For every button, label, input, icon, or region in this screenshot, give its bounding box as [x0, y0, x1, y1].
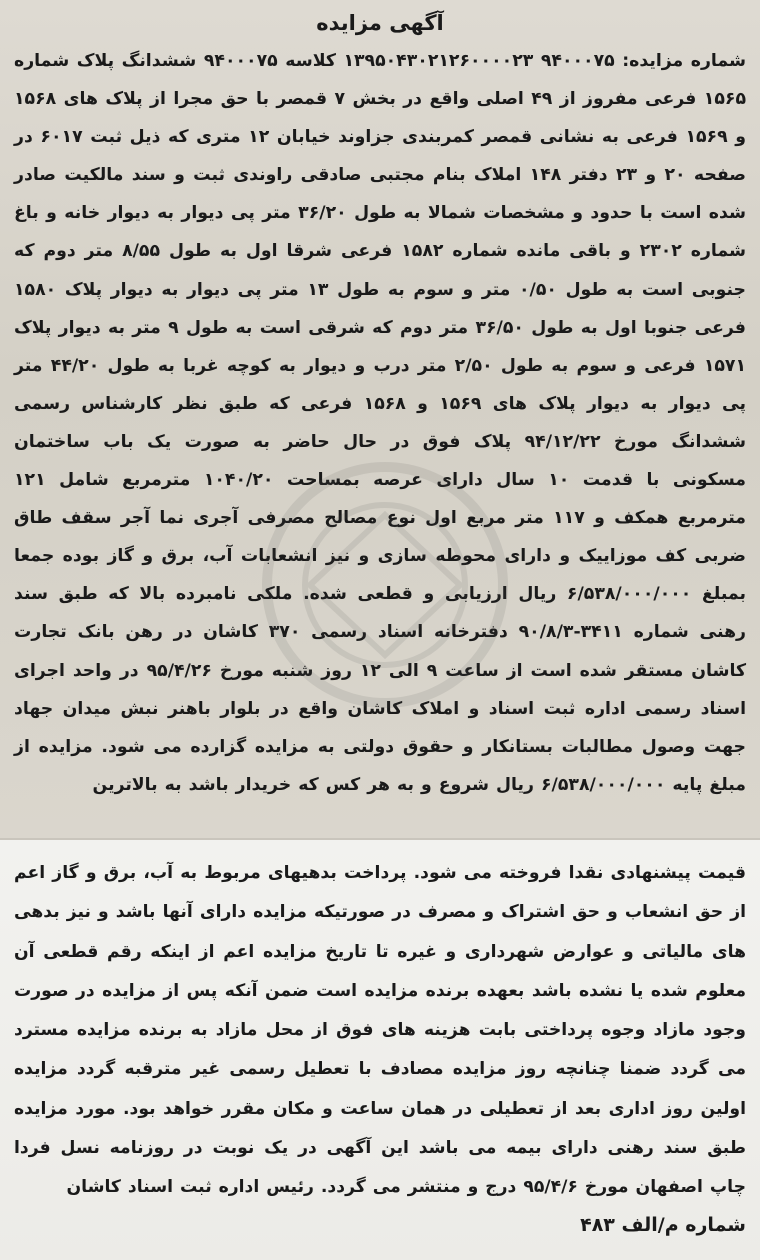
- notice-body-part2: قیمت پیشنهادی نقدا فروخته می شود. پرداخت بدهیهای مربوط به آب، برق و گاز اعم از حق انشعاب و حق اشتراک و مصرف در صورتیکه مزایده دارای آنها باشد و نیز بدهی های مالیاتی و عوارض شهرداری و غیره تا تاریخ مزایده اعم از اینکه رقم قطعی آن معلوم شده یا نشده باشد بعهده برنده مزایده است ضمن آنکه پس از مزایده در صورت وجود مازاد وجوه پرداختی بابت هزینه های فوق از محل مازاد به برنده مزایده مسترد می گردد ضمنا چنانچه روز مزایده مصادف با تعطیل رسمی غیر مترقبه گردد مزایده اولین روز اداری بعد از تعطیلی در همان ساعت و مکان مقرر خواهد بود. مورد مزایده طبق سند رهنی دارای بیمه می باشد این آگهی در یک نوبت در روزنامه نسل فردا چاپ اصفهان مورخ ۹۵/۴/۶ درج و منتشر می گردد. رئیس اداره ثبت اسناد کاشان: [14, 863, 746, 1198]
- notice-lower-clipping: [0, 838, 760, 1260]
- notice-title: آگهی مزایده: [316, 11, 444, 35]
- notice-body-part1: شماره مزایده: ۹۴۰۰۰۷۵ ۱۳۹۵۰۴۳۰۲۱۲۶۰۰۰۰۲۳ کلاسه ۹۴۰۰۰۷۵ ششدانگ پلاک شماره ۱۵۶۵ فرعی مفروز از ۴۹ اصلی واقع در بخش ۷ قمصر با حق مجرا از پلاک های ۱۵۶۸ و ۱۵۶۹ فرعی به نشانی قمصر کمربندی جزاوند خیابان ۱۲ متری که ذیل ثبت ۶۰۱۷ در صفحه ۲۰ و ۲۳ دفتر ۱۴۸ املاک بنام مجتبی صادقی راوندی ثبت و سند مالکیت صادر شده است با حدود و مشخصات شمالا به طول ۳۶/۲۰ متر پی دیوار به دیوار خانه و باغ شماره ۲۳۰۲ و باقی مانده شماره ۱۵۸۲ فرعی شرقا اول به طول ۸/۵۵ متر دوم که جنوبی است به طول ۰/۵۰ متر و سوم به طول ۱۳ متر پی دیوار به دیوار پلاک ۱۵۸۰ فرعی جنوبا اول به طول ۳۶/۵۰ متر دوم که شرقی است به طول ۹ متر به دیوار پلاک ۱۵۷۱ فرعی و سوم به طول ۲/۵۰ متر درب و دیوار به کوچه غربا به طول ۴۴/۲۰ متر پی دیوار به دیوار پلاک های ۱۵۶۹ و ۱۵۶۸ فرعی که طبق نظر کارشناس رسمی ششدانگ مورخ ۹۴/۱۲/۲۲ پلاک فوق در حال حاضر به صورت یک باب ساختمان مسکونی با قدمت ۱۰ سال دارای عرصه بمساحت ۱۰۴۰/۲۰ مترمربع شامل ۱۲۱ مترمربع همکف و ۱۱۷ متر مربع اول نوع مصالح مصرفی آجری نما آجر سقف طاق ضربی کف موزاییک و دارای محوطه سازی و نیز انشعابات آب، برق و گاز بوده جمعا بمبلغ ۶/۵۳۸/۰۰۰/۰۰۰ ریال ارزیابی و قطعی شده. ملکی نامبرده بالا که طبق سند رهنی شماره ۳۴۱۱-۹۰/۸/۳ دفترخانه اسناد رسمی ۳۷۰ کاشان در رهن بانک تجارت کاشان مستقر شده است از ساعت ۹ الی ۱۲ روز شنبه مورخ ۹۵/۴/۲۶ در واحد اجرای اسناد رسمی اداره ثبت اسناد و املاک کاشان واقع در بلوار باهنر نبش میدان جهاد جهت وصول مطالبات بستانکار و حقوق دولتی به مزایده گزارده می شود. مزایده از مبلغ پایه ۶/۵۳۸/۰۰۰/۰۰۰ ریال شروع و به هر کس که خریدار باشد به بالاترین: [14, 51, 747, 795]
- notice-reference-number: شماره م/الف ۴۸۳: [580, 1213, 746, 1236]
